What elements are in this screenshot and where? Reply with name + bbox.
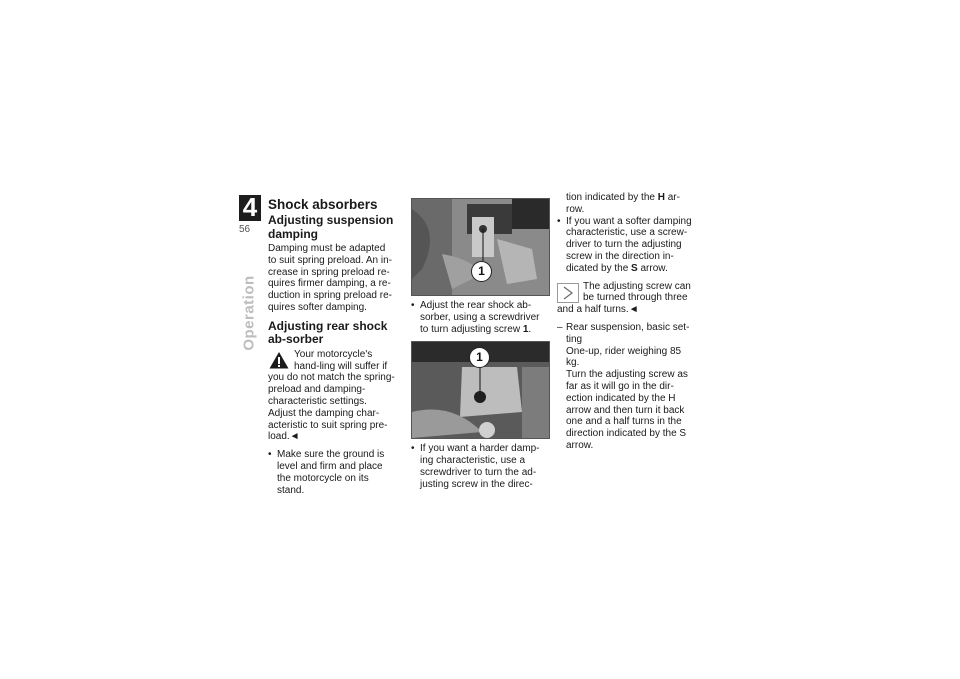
basic-setting-item [557,322,695,452]
damping-paragraph: Damping must be adapted to suit spring preload. An in-crease in spring preload re-quires firmer damping, a re-duction in spring preload re-quires softer damping. [268,243,392,313]
callout-1: 1 [471,261,492,282]
basic-setting-instruction: Turn the adjusting screw as far as it will go in the dir-ection indicated by the H arrow and then turn it back one and a half turns in the direction indicated by the S arrow. [566,369,688,451]
shock-absorber-photo-2 [411,341,550,439]
bullet-adjust [411,300,548,335]
callout-1b: 1 [469,347,490,368]
bullet-adjust-text: Adjust the rear shock ab-sorber, using a screwdriver to turn adjusting screw [420,300,540,335]
bullet-adjust-ref: 1 [522,323,529,335]
harder-continued-text: tion indicated by the [566,192,655,203]
warning-text: Your motorcycle's hand-ling will suffer if you do not match the spring-preload and damping-characteristic settings. [268,348,395,407]
note-icon [557,283,579,303]
harder-continued-end: ar-row. [566,192,680,215]
section-title: Shock absorbers [268,197,378,212]
bullet-harder: • If you want a harder damp-ing characteristic, use a screwdriver to turn the ad-justing screw in the direc- [411,443,548,490]
warning-block [268,349,396,443]
bullet-softer-text: If you want a softer damping characteristic, use a screw-driver to turn the adjusting screw in the direction in-dicated by the [566,215,692,274]
note-text: The adjusting screw can be turned through three and a half turns.◄ [557,280,691,316]
shock-absorber-photo-1 [411,198,550,296]
bullet-ground: • Make sure the ground is level and firm and place the motorcycle on its stand. [268,449,396,496]
bullet-softer-end: arrow. [640,262,668,274]
subsection-title-rear-shock: Adjusting rear shock ab-sorber [268,318,388,347]
bullet-softer-s: S [631,262,638,274]
column-2 [411,198,548,497]
column-3 [557,192,695,452]
warning-text-2: Adjust the damping char-acteristic to suit spring pre-load.◄ [268,407,388,443]
chapter-number: 4 [242,192,258,222]
bullet-softer [557,216,695,275]
column-1 [268,197,396,502]
basic-setting-rider: One-up, rider weighing 85 kg. [566,345,682,369]
bullet-adjust-end: . [528,323,532,335]
section-side-label: Operation [240,275,258,351]
warning-icon [268,350,290,370]
harder-continued-h: H [657,192,665,203]
basic-setting-title: – Rear suspension, basic set-ting [566,321,690,345]
harder-continued [557,192,695,216]
note-block [557,281,695,316]
page-number: 56 [239,224,251,235]
subsection-title-damping: Adjusting suspension damping [268,213,394,241]
